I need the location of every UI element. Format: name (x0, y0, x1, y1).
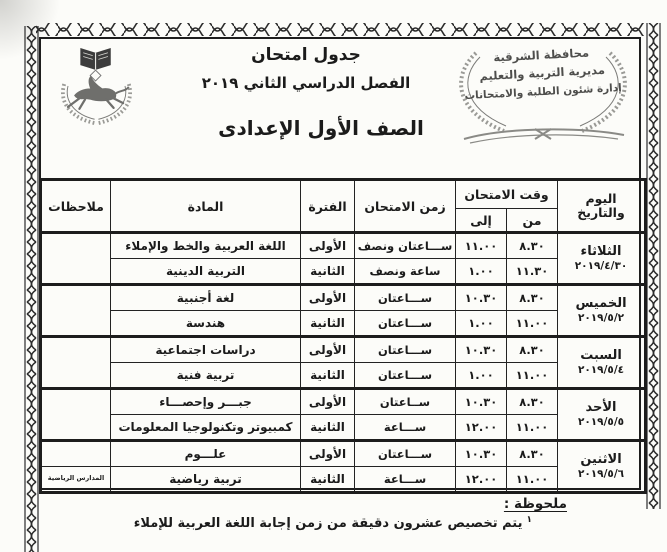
duration-cell: ســاعتان (355, 389, 456, 415)
directorate-stamp (446, 39, 641, 145)
time-to-cell: ١٢.٠٠ (456, 415, 507, 441)
footnote (134, 496, 567, 531)
time-from-cell: ١١.٠٠ (507, 363, 558, 389)
day-date: ٢٠١٩/٥/٦ (577, 467, 625, 480)
duration-cell: ســـاعتان (355, 363, 456, 389)
time-to-cell: ١٠.٣٠ (456, 337, 507, 363)
subject-cell: كمبيوتر وتكنولوجيا المعلومات (111, 415, 301, 441)
day-date: ٢٠١٩/٤/٣٠ (574, 259, 628, 272)
period-cell: الأولى (301, 441, 355, 467)
note-cell (41, 233, 111, 285)
schedule-row (41, 285, 646, 311)
schedule-row (41, 311, 646, 337)
duration-cell: ســـاعتان ونصف (355, 233, 456, 259)
duration-cell: ســـاعتان (355, 285, 456, 311)
day-date: ٢٠١٩/٥/٢ (577, 311, 625, 324)
time-from-cell: ١١.٠٠ (507, 467, 558, 493)
duration-cell: ســـاعة (355, 467, 456, 493)
exam-schedule-title: جدول امتحان (251, 45, 361, 65)
day-date-cell (558, 233, 646, 285)
note-cell (41, 337, 111, 389)
period-cell: الأولى (301, 285, 355, 311)
semester-title: الفصل الدراسي الثاني ٢٠١٩ (201, 74, 411, 92)
footnote-text-line (134, 516, 532, 531)
duration-cell: ســـاعتان (355, 311, 456, 337)
time-to-cell: ١٠.٣٠ (456, 441, 507, 467)
duration-cell: ســـاعتان (355, 441, 456, 467)
header-day-date (558, 180, 646, 233)
time-from-cell: ٨.٣٠ (507, 441, 558, 467)
header-subject: المادة (111, 180, 301, 233)
subject-cell: دراسات اجتماعية (111, 337, 301, 363)
duration-cell: ســـاعتان (355, 337, 456, 363)
day-date: ٢٠١٩/٥/٤ (577, 363, 625, 376)
period-cell: الثانية (301, 311, 355, 337)
stamp-line-governorate: محافظة الشرقية (493, 45, 590, 65)
time-from-cell: ٨.٣٠ (507, 233, 558, 259)
day-date-cell (558, 389, 646, 441)
header-from: من (507, 209, 558, 233)
duration-cell: ساعة ونصف (355, 259, 456, 285)
note-cell (41, 441, 111, 467)
period-cell: الثانية (301, 259, 355, 285)
period-cell: الثانية (301, 363, 355, 389)
schedule-table-header (41, 180, 646, 233)
time-to-cell: ١٠.٣٠ (456, 285, 507, 311)
footnote-title: ملحوظة : (503, 496, 567, 512)
header-notes: ملاحظات (41, 180, 111, 233)
left-braid-border (24, 26, 39, 552)
time-from-cell: ٨.٣٠ (507, 337, 558, 363)
day-name: الخميس (575, 295, 627, 311)
note-cell (41, 389, 111, 441)
header-exam-time: وقت الامتحان (456, 180, 558, 209)
subject-cell: علـــوم (111, 441, 301, 467)
duration-cell: ســـاعة (355, 415, 456, 441)
day-name: الأحد (585, 399, 617, 415)
day-name: السبت (580, 347, 622, 363)
time-to-cell: ١١.٠٠ (456, 233, 507, 259)
stamp-line-administration: إدارة شئون الطلبة والامتحانات (464, 81, 623, 103)
day-name: الثلاثاء (580, 243, 622, 259)
day-name: الاثنين (580, 451, 622, 467)
grade-title: الصف الأول الإعدادى (218, 116, 424, 140)
schedule-row (41, 233, 646, 259)
day-date-cell (558, 337, 646, 389)
note-cell: المدارس الرياضية (41, 467, 111, 493)
time-to-cell: ١.٠٠ (456, 259, 507, 285)
schedule-row (41, 259, 646, 285)
schedule-row (41, 389, 646, 415)
subject-cell: تربية فنية (111, 363, 301, 389)
header-day-line2: والتاريخ (577, 205, 625, 220)
header-to: إلى (456, 209, 507, 233)
subject-cell: جبـــر وإحصـــاء (111, 389, 301, 415)
schedule-row (41, 441, 646, 467)
schedule-row (41, 467, 646, 493)
schedule-row (41, 363, 646, 389)
schedule-row (41, 415, 646, 441)
period-cell: الأولى (301, 233, 355, 259)
period-cell: الثانية (301, 467, 355, 493)
document-titles (126, 45, 486, 92)
subject-cell: لغة أجنبية (111, 285, 301, 311)
right-braid-border (646, 23, 661, 509)
header-duration: زمن الامتحان (355, 180, 456, 233)
subject-cell: تربية رياضية (111, 467, 301, 493)
time-to-cell: ١.٠٠ (456, 363, 507, 389)
stamp-line-directorate: مديرية التربية والتعليم (479, 62, 606, 84)
day-date-cell (558, 441, 646, 493)
schedule-table-body (41, 233, 646, 493)
period-cell: الثانية (301, 415, 355, 441)
document-content-box (39, 37, 641, 490)
header-period: الفترة (301, 180, 355, 233)
time-to-cell: ١٠.٣٠ (456, 389, 507, 415)
note-cell (41, 285, 111, 337)
period-cell: الأولى (301, 337, 355, 363)
day-date-cell (558, 285, 646, 337)
subject-cell: هندسة (111, 311, 301, 337)
subject-cell: اللغة العربية والخط والإملاء (111, 233, 301, 259)
time-to-cell: ١.٠٠ (456, 311, 507, 337)
day-date: ٢٠١٩/٥/٥ (577, 415, 625, 428)
time-from-cell: ٨.٣٠ (507, 285, 558, 311)
exam-schedule-table (39, 178, 647, 494)
time-from-cell: ١١.٠٠ (507, 415, 558, 441)
time-to-cell: ١٢.٠٠ (456, 467, 507, 493)
time-from-cell: ٨.٣٠ (507, 389, 558, 415)
footnote-text: يتم تخصيص عشرون دقيقة من زمن إجابة اللغة العربية للإملاء (133, 516, 523, 531)
period-cell: الأولى (301, 389, 355, 415)
footnote-marker: ١ (526, 515, 532, 525)
time-from-cell: ١١.٣٠ (507, 259, 558, 285)
top-braid-border (36, 23, 648, 36)
time-from-cell: ١١.٠٠ (507, 311, 558, 337)
header-day-line1: اليوم (585, 190, 617, 206)
subject-cell: التربية الدينية (111, 259, 301, 285)
schedule-row (41, 337, 646, 363)
